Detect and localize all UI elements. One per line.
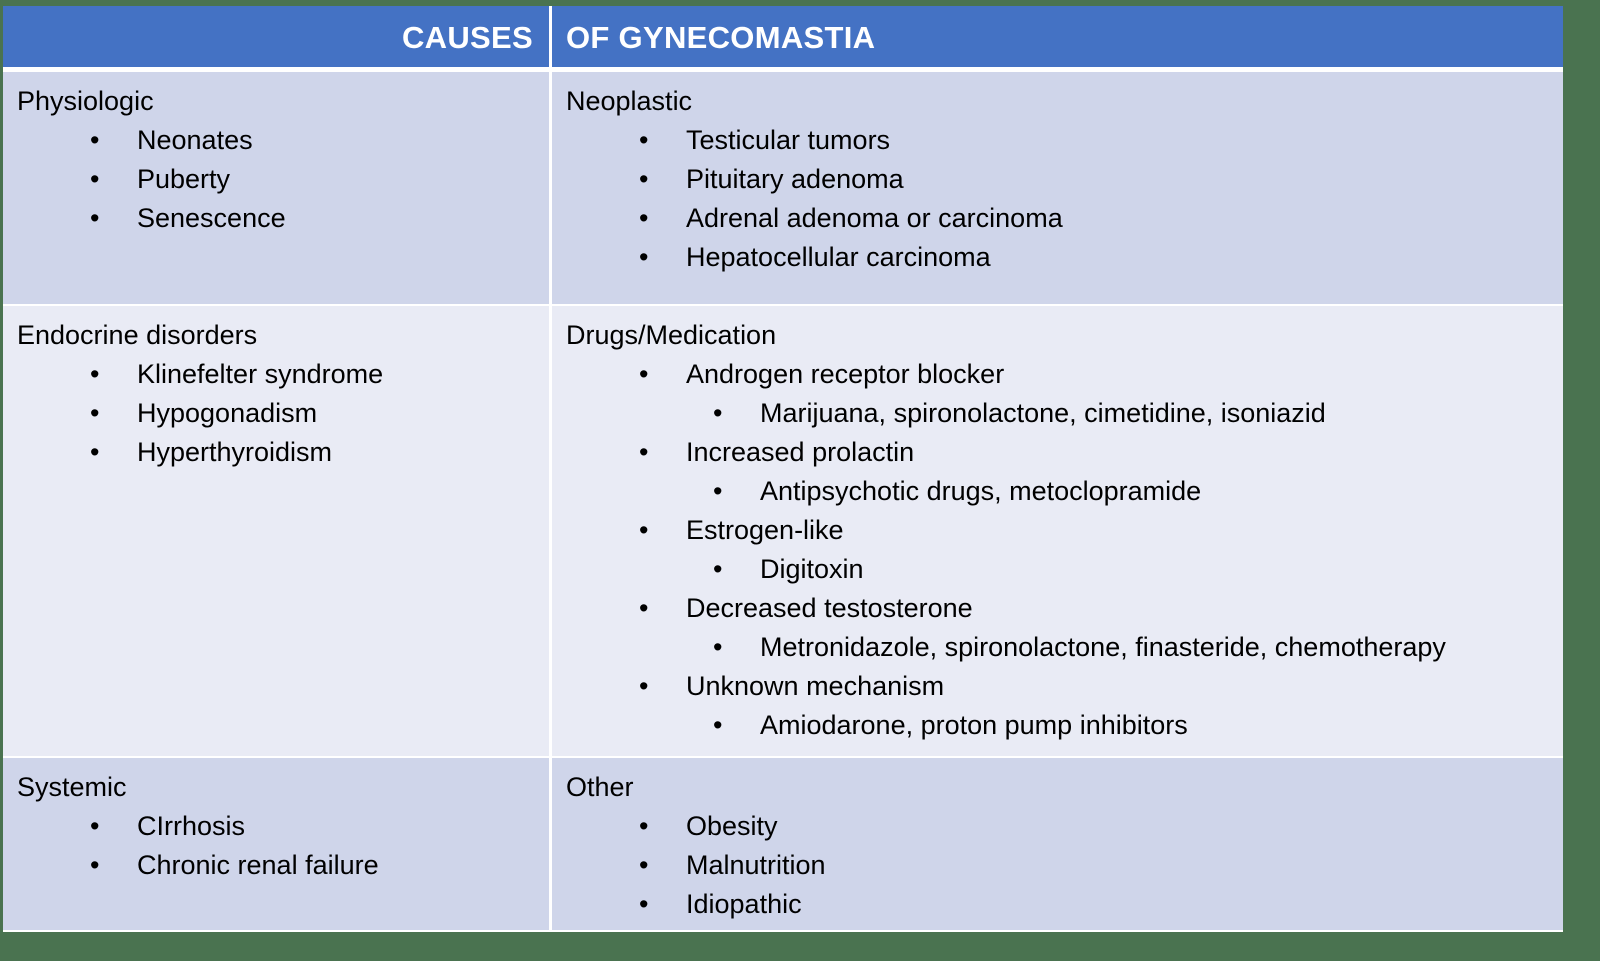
list-item: • Obesity	[566, 807, 1563, 846]
bullet-icon: •	[713, 476, 723, 506]
bullet-icon: •	[713, 710, 723, 740]
bullet-icon: •	[90, 398, 100, 428]
sub-list-item: • Metronidazole, spironolactone, finasteride, chemotherapy	[566, 628, 1563, 667]
list-item: • Neonates	[17, 121, 549, 160]
sub-list-item: • Digitoxin	[566, 550, 1563, 589]
causes-table	[3, 6, 1563, 932]
bullet-icon: •	[639, 437, 649, 467]
bullet-icon: •	[639, 359, 649, 389]
bullet-list	[566, 807, 1563, 924]
list-item: • Estrogen-like	[566, 511, 1563, 550]
list-item: • Unknown mechanism	[566, 667, 1563, 706]
list-item: • Malnutrition	[566, 846, 1563, 885]
bullet-list	[17, 121, 549, 238]
category-title: Endocrine disorders	[17, 320, 258, 350]
list-item: • Androgen receptor blocker	[566, 355, 1563, 394]
list-item: • Chronic renal failure	[17, 846, 549, 885]
bullet-list	[566, 355, 1563, 745]
list-item: • Decreased testosterone	[566, 589, 1563, 628]
bullet-icon: •	[639, 671, 649, 701]
bullet-icon: •	[639, 203, 649, 233]
bullet-icon: •	[90, 359, 100, 389]
list-item: • CIrrhosis	[17, 807, 549, 846]
category-title: Neoplastic	[566, 86, 693, 116]
bullet-icon: •	[90, 437, 100, 467]
bullet-icon: •	[639, 164, 649, 194]
cell-neoplastic	[552, 72, 1563, 304]
cell-endocrine-disorders	[3, 306, 549, 756]
category-title: Other	[566, 772, 634, 802]
header-of-gynecomastia: OF GYNECOMASTIA	[552, 6, 1563, 67]
sub-list-item: • Marijuana, spironolactone, cimetidine, isoniazid	[566, 394, 1563, 433]
bullet-icon: •	[90, 203, 100, 233]
bullet-list	[566, 121, 1563, 277]
bullet-icon: •	[90, 850, 100, 880]
cell-systemic	[3, 758, 549, 930]
bullet-icon: •	[713, 632, 723, 662]
list-item: • Increased prolactin	[566, 433, 1563, 472]
bullet-icon: •	[639, 125, 649, 155]
header-causes: CAUSES	[3, 6, 549, 67]
bullet-icon: •	[639, 515, 649, 545]
bullet-list	[17, 355, 549, 472]
bullet-icon: •	[90, 125, 100, 155]
list-item: • Testicular tumors	[566, 121, 1563, 160]
list-item: • Klinefelter syndrome	[17, 355, 549, 394]
list-item: • Adrenal adenoma or carcinoma	[566, 199, 1563, 238]
list-item: • Puberty	[17, 160, 549, 199]
bullet-list	[17, 807, 549, 885]
cell-drugs-medication	[552, 306, 1563, 756]
list-item: • Idiopathic	[566, 885, 1563, 924]
list-item: • Hypogonadism	[17, 394, 549, 433]
cell-physiologic	[3, 72, 549, 304]
bullet-icon: •	[639, 811, 649, 841]
list-item: • Senescence	[17, 199, 549, 238]
sub-list-item: • Amiodarone, proton pump inhibitors	[566, 706, 1563, 745]
bullet-icon: •	[713, 398, 723, 428]
category-title: Systemic	[17, 772, 127, 802]
list-item: • Hyperthyroidism	[17, 433, 549, 472]
bullet-icon: •	[639, 850, 649, 880]
cell-other	[552, 758, 1563, 930]
bullet-icon: •	[90, 811, 100, 841]
list-item: • Pituitary adenoma	[566, 160, 1563, 199]
bullet-icon: •	[90, 164, 100, 194]
bullet-icon: •	[639, 593, 649, 623]
sub-list-item: • Antipsychotic drugs, metoclopramide	[566, 472, 1563, 511]
bullet-icon: •	[713, 554, 723, 584]
list-item: • Hepatocellular carcinoma	[566, 238, 1563, 277]
category-title: Physiologic	[17, 86, 154, 116]
bullet-icon: •	[639, 242, 649, 272]
bullet-icon: •	[639, 889, 649, 919]
category-title: Drugs/Medication	[566, 320, 777, 350]
